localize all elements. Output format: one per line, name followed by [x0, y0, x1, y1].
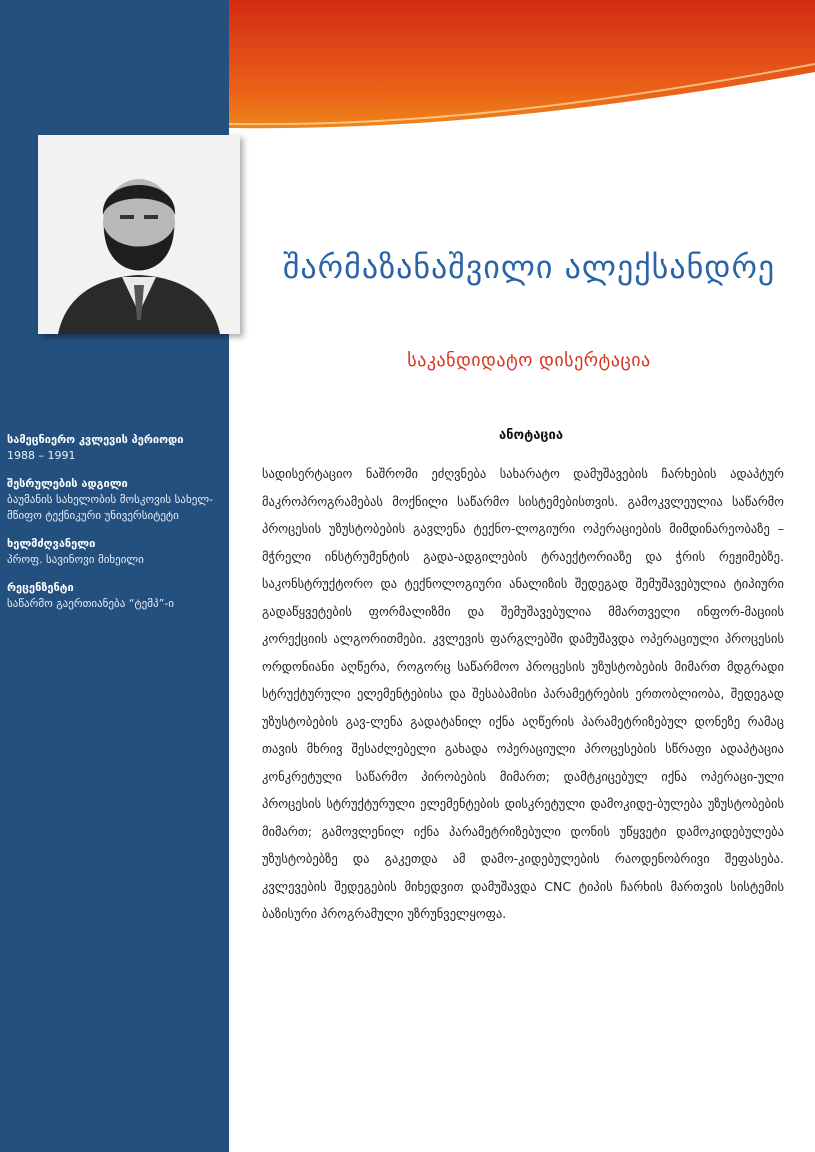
- research-period-block: [7, 432, 225, 464]
- author-name: შარმაზანაშვილი ალექსანდრე: [282, 248, 776, 286]
- supervisor-value: პროფ. სავინოვი მიხეილი: [7, 553, 144, 566]
- degree-title: საკანდიდატო დისერტაცია: [407, 350, 651, 371]
- header-banner: [229, 0, 815, 160]
- research-period-value: 1988 – 1991: [7, 449, 76, 462]
- supervisor-block: [7, 536, 225, 568]
- portrait-photo: [38, 135, 240, 334]
- reviewer-value: საწარმო გაერთიანება “ტემპ”-ი: [7, 597, 174, 610]
- research-period-label: სამეცნიერო კვლევის პერიოდი: [7, 433, 184, 446]
- abstract-heading: ანოტაცია: [498, 428, 564, 443]
- supervisor-label: ხელმძღვანელი: [7, 537, 96, 550]
- place-block: [7, 476, 225, 524]
- sidebar-info: [7, 432, 225, 624]
- reviewer-block: [7, 580, 225, 612]
- reviewer-label: რეცენზენტი: [7, 581, 74, 594]
- place-value: ბაუმანის სახელობის მოსკოვის სახელ-მწიფო ტექნიკური უნივერსიტეტი: [7, 493, 214, 522]
- place-label: შესრულების ადგილი: [7, 477, 128, 490]
- abstract-text: სადისერტაციო ნაშრომი ეძღვნება სახარატო დამუშავების ჩარხების ადაპტურ მაკროპროგრამებას მოქნილი საწარმო სისტემებისთვის. გამოკვლეულია საწარმო პროცესის უზუსტობების გავლენა ტექნო-ლოგიური ოპერაციების მიმდინარეობაზე – მჭრელი ინსტრუმენტის გადა-ადგილების ტრაექტორიაზე და ჭრის რეჟიმებზე. საკონსტრუქტორო და ტექნოლოგიური ანალიზის შედეგად შემუშავებულია ტიპიური გადაწყვეტების ფორმალიზმი და შემუშავებულია მმართველი ინფორ-მაციის კორექციის ალგორითმები. კვლევის ფარგლებში დამუშავდა ოპერაციული პროცესის ორდონიანი აღწერა, როგორც საწარმოო პროცესის უზუსტობების მიმართ მდგრადი სტრუქტურული ელემენტებისა და შესაბამისი პარამეტრების ერთობლიობა, შედეგად უზუსტობების გავ-ლენა გადატანილ იქნა აღწერის პარამეტრიზებულ დონეზე რამაც თავის მხრივ შესაძლებელი გახადა ოპერაციული პროცესების სწრაფი ადაპტაცია კონკრეტული საწარმო პირობების მიმართ; დამტკიცებულ იქნა ოპერაცი-ული პროცესის სტრუქტურული ელემენტების დისკრეტული დამოკიდე-ბულება უზუსტობების მიმართ; გამოვლენილ იქნა პარამეტრიზებული დონის უწყვეტი დამოკიდებულება უზუსტობებზე და გაკეთდა ამ დამო-კიდებულების რაოდენობრივი შეფასება. კვლევების შედეგების მიხედვით დამუშავდა CNC ტიპის ჩარხის მართვის სისტემის ბაზისური პროგრამული უზრუნველყოფა.: [262, 466, 784, 921]
